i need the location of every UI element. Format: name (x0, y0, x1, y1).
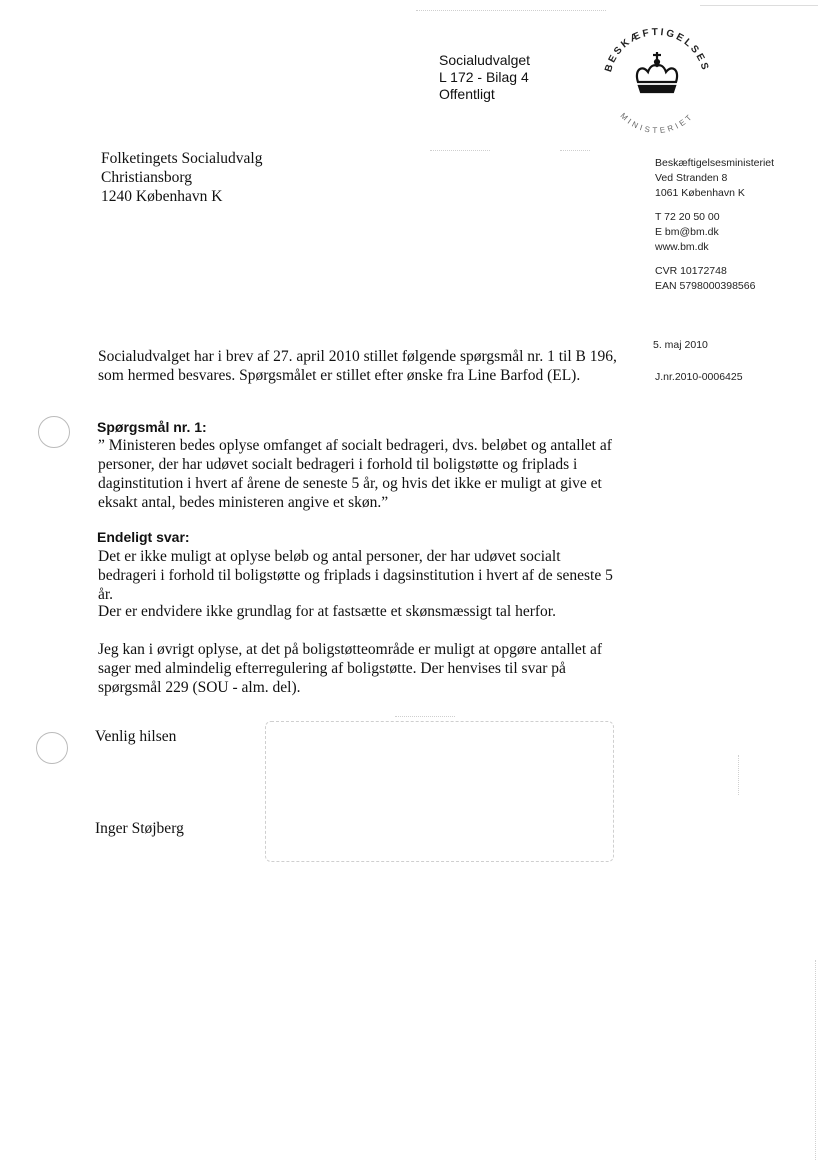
svg-text:MINISTERIET (618, 111, 695, 135)
recipient-city: 1240 København K (101, 188, 223, 205)
crown-icon (637, 52, 677, 92)
recipient-address (101, 149, 262, 206)
document-reference (439, 52, 530, 103)
scan-artifact-line (700, 5, 818, 6)
recipient-building: Christiansborg (101, 169, 192, 186)
scan-artifact-line (430, 150, 490, 151)
sender-info (655, 156, 774, 303)
sender-ean: EAN 5798000398566 (655, 280, 756, 292)
question-heading: Spørgsmål nr. 1: (97, 419, 207, 435)
sender-ids (655, 264, 774, 294)
scan-artifact-line (560, 150, 590, 151)
punch-hole (38, 416, 70, 448)
committee-name: Socialudvalget (439, 52, 531, 68)
publicity-status: Offentligt (439, 86, 495, 102)
question-text: ” Ministeren bedes oplyse omfanget af socialt bedrageri, dvs. beløbet og antallet af personer, der har udøvet socialt bedrageri i forhold til boligstøtte og friplads i daginstitution i hvert af årene de seneste 5 år, og hvis det ikke er muligt at give et eksakt antal, bedes ministeren angive et skøn.” (98, 437, 612, 511)
sender-contact (655, 210, 774, 255)
scan-artifact-line (416, 10, 606, 11)
sender-name: Beskæftigelsesministeriet (655, 157, 775, 169)
additional-info-paragraph: Jeg kan i øvrigt oplyse, at det på boligstøtteområde er muligt at opgøre antallet af sager med almindelig efterregulering af boligstøtte. Der henvises til svar på spørgsmål 229 (SOU - alm. del). (98, 641, 603, 696)
logo-ring-bottom-text: MINISTERIET (618, 111, 696, 136)
intro-paragraph: Socialudvalget har i brev af 27. april 2010 stillet følgende spørgsmål nr. 1 til B 196, som hermed besvares. Spørgsmålet er stillet efter ønske fra Line Barfod (EL). (98, 348, 617, 384)
answer-text-2: Der er endvidere ikke grundlag for at fastsætte et skønsmæssigt tal herfor. (98, 603, 556, 620)
sender-city: 1061 København K (655, 187, 745, 199)
sender-street: Ved Stranden 8 (655, 172, 728, 184)
appendix-number: L 172 - Bilag 4 (439, 69, 529, 85)
closing-greeting: Venlig hilsen (95, 728, 177, 745)
signer-name: Inger Støjberg (95, 820, 184, 837)
sender-cvr: CVR 10172748 (655, 265, 727, 277)
scan-artifact-line (815, 960, 816, 1160)
answer-heading: Endeligt svar: (97, 529, 190, 545)
scan-artifact-line (738, 755, 739, 795)
sender-email: E bm@bm.dk (655, 226, 719, 238)
answer-text: Det er ikke muligt at oplyse beløb og antal personer, der har udøvet socialt bedrageri i forhold til boligstøtte og friplads i dagsinstitution i hvert af de seneste 5 år. (98, 548, 613, 603)
sender-phone: T 72 20 50 00 (655, 211, 720, 223)
punch-hole (36, 732, 68, 764)
recipient-name: Folketingets Socialudvalg (101, 150, 263, 167)
scan-artifact-line (395, 716, 455, 717)
sender-website: www.bm.dk (655, 241, 709, 253)
logo-ring-top-text: BESKÆFTIGELSES (603, 26, 711, 74)
ministry-logo (596, 22, 718, 138)
sender-address (655, 156, 774, 201)
letter-date: 5. maj 2010 (653, 339, 708, 351)
journal-number: J.nr.2010-0006425 (655, 371, 743, 383)
signature-area (265, 721, 614, 862)
